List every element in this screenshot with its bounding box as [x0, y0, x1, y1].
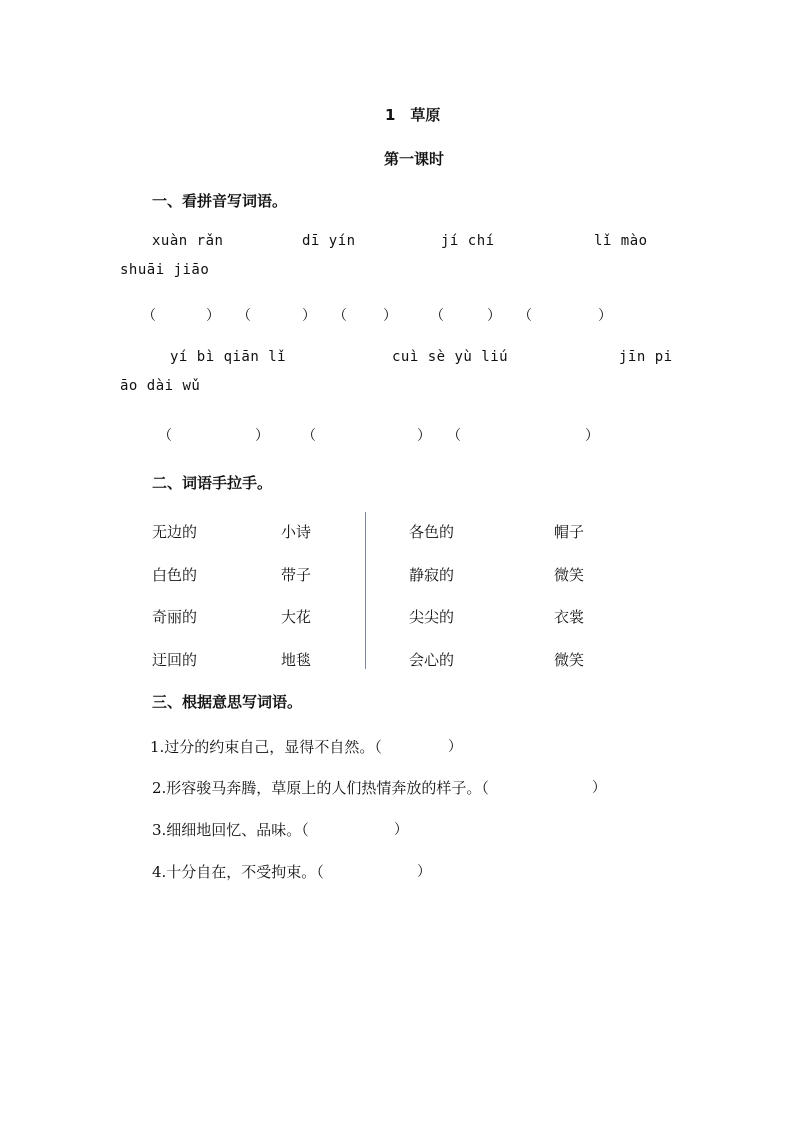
answer-paren-close: ）	[448, 739, 462, 755]
match-word: 小诗	[281, 523, 312, 541]
answer-paren-close: ）	[417, 428, 431, 444]
pinyin-item: jīn pi	[619, 349, 673, 365]
pinyin-item: cuì sè yù liú	[392, 349, 509, 365]
pinyin-item: xuàn rǎn	[152, 233, 224, 249]
answer-paren-close: ）	[598, 308, 612, 324]
definition-item: 1.过分的约束自己，显得不自然。（	[150, 738, 382, 756]
answer-paren-open: （	[333, 308, 347, 324]
page-title: 1 草原	[385, 106, 441, 124]
answer-paren-open: （	[237, 308, 251, 324]
match-word: 大花	[281, 608, 312, 626]
match-word: 帽子	[554, 523, 585, 541]
pinyin-item: āo dài wǔ	[120, 378, 201, 394]
match-word: 白色的	[152, 566, 198, 584]
answer-paren-open: （	[158, 428, 172, 444]
definition-item: 2.形容骏马奔腾，草原上的人们热情奔放的样子。（	[152, 779, 489, 797]
answer-paren-open: （	[430, 308, 444, 324]
answer-paren-close: ）	[302, 308, 316, 324]
pinyin-item: dī yín	[302, 233, 356, 249]
answer-paren-close: ）	[585, 428, 599, 444]
pinyin-item: shuāi jiāo	[120, 262, 210, 278]
match-word: 迂回的	[152, 651, 198, 669]
answer-paren-close: ）	[487, 308, 501, 324]
match-word: 带子	[281, 566, 312, 584]
answer-paren-open: （	[447, 428, 461, 444]
match-word: 微笑	[554, 651, 585, 669]
section3-heading: 三、根据意思写词语。	[152, 693, 303, 711]
answer-paren-open: （	[518, 308, 532, 324]
answer-paren-close: ）	[206, 308, 220, 324]
answer-paren-close: ）	[383, 308, 397, 324]
answer-paren-open: （	[302, 428, 316, 444]
match-word: 无边的	[152, 523, 198, 541]
pinyin-item: jí chí	[441, 233, 495, 249]
match-word: 微笑	[554, 566, 585, 584]
section1-heading: 一、看拼音写词语。	[152, 192, 288, 210]
match-word: 静寂的	[409, 566, 455, 584]
answer-paren-open: （	[142, 308, 156, 324]
answer-paren-close: ）	[417, 864, 431, 880]
definition-item: 4.十分自在，不受拘束。（	[152, 863, 324, 881]
match-word: 尖尖的	[409, 608, 455, 626]
answer-paren-close: ）	[394, 822, 408, 838]
match-word: 奇丽的	[152, 608, 198, 626]
section2-heading: 二、词语手拉手。	[152, 474, 273, 492]
match-word: 各色的	[409, 523, 455, 541]
column-divider	[365, 512, 366, 669]
pinyin-item: yí bì qiān lǐ	[170, 349, 287, 365]
answer-paren-close: ）	[255, 428, 269, 444]
match-word: 地毯	[281, 651, 312, 669]
definition-item: 3.细细地回忆、品味。（	[152, 821, 309, 839]
answer-paren-close: ）	[592, 780, 606, 796]
match-word: 衣裳	[554, 608, 585, 626]
lesson-subtitle: 第一课时	[384, 150, 445, 168]
match-word: 会心的	[409, 651, 455, 669]
pinyin-item: lǐ mào	[594, 233, 648, 249]
